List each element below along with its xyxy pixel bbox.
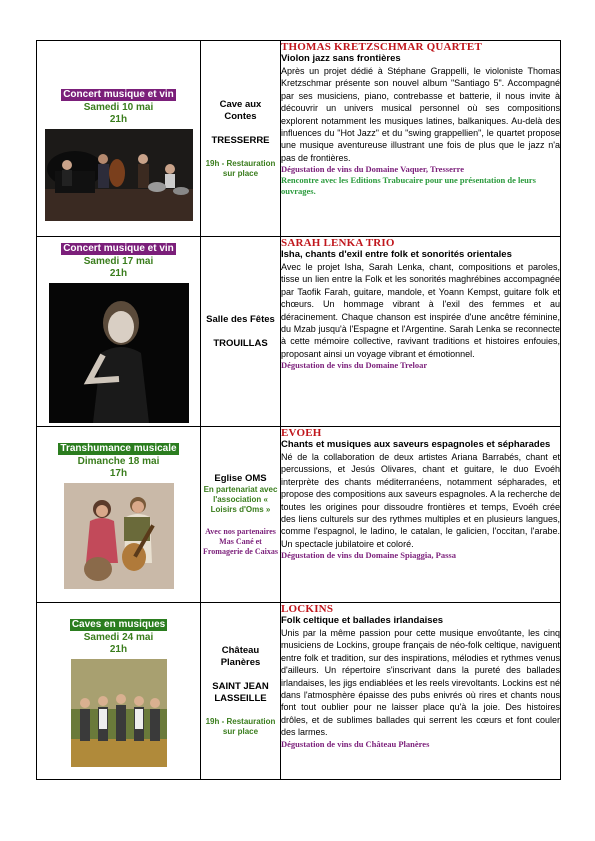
event-date: Samedi 24 mai [83, 631, 154, 643]
program-table [36, 40, 561, 780]
event-date: Samedi 10 mai [83, 102, 154, 113]
event-date-cell [37, 427, 201, 603]
event-date: Dimanche 18 mai [77, 456, 160, 467]
event-description-cell [281, 427, 561, 603]
event-row [37, 237, 561, 427]
event-subtitle: Isha, chants d'exil entre folk et sonorités orientales [281, 249, 512, 260]
meeting-note: Rencontre avec les Editions Trabucaire pour une présentation de leurs ouvrages. [281, 175, 536, 197]
event-badge: Caves en musiques [71, 618, 166, 630]
tasting-note: Dégustation de vins du Domaine Treloar [281, 360, 428, 371]
event-time: 21h [109, 268, 128, 279]
event-time: 21h [109, 643, 128, 655]
event-row [37, 41, 561, 237]
venue-town: TROUILLAS [213, 337, 268, 349]
event-text: Après un projet dédié à Stéphane Grappelli, le violoniste Thomas Kretzschmar présente son nouvel album "Santiago 5". Accompagné par ses musiciens, piano, contrebasse et batterie, il nous invite à découvrir un univers musical personnel où ses compositions explorent notamment les musiques latines, balkaniques. Au-delà des influences du "Hot Jazz" et du "swing grappellien", le quartet propose une musique aventureuse illustrant une fois de plus que le jazz n'a pas de frontières. [281, 66, 560, 163]
event-time: 17h [109, 468, 128, 479]
event-venue-cell [201, 237, 281, 427]
event-row [37, 427, 561, 603]
band-photo [45, 129, 193, 221]
event-text: Avec le projet Isha, Sarah Lenka, chant, compositions et paroles, tisse un lien entre la Folk et les sonorités maghrébines accompagnée par Taofik Farah, guitare, mandole, et Yoann Kempst, guitare folk et chœurs. Un hommage vibrant à l'exil des femmes et au déracinement. Chaque chanson est inspirée d'une ancêtre féminine, du Mzab jusqu'à l'Espagne et l'Argentine. Sarah Lenka se reconnecte à cette mémoire collective, ravivant traditions et histoires enfouies, proposant ainsi un voyage vibrant et émotionnel. [281, 262, 560, 359]
event-description-cell [281, 41, 561, 237]
partner-note: En partenariat avec l'association « Loisirs d'Oms » [203, 484, 278, 514]
event-subtitle: Violon jazz sans frontières [281, 53, 401, 64]
event-text: Né de la collaboration de deux artistes Ariana Barrabés, chant et percussions, et Jesús Olivares, chant et guitare, le duo Evoéh interprète des chants méditerranéens, notamment sépharades, et propose des compositions aux saveurs espagnoles. A la recherche de toutes les origines pour dissoudre frontières et temps, Evoéh crée des liens culturels sur des rythmes multiples et en plusieurs langues, comme l'espagnol, le ladino, le catalan, le galicien, l'occitan, l'arabe. Un spectacle jubilatoire et coloré. [281, 452, 560, 549]
band-photo [71, 659, 167, 767]
event-date: Samedi 17 mai [83, 256, 154, 267]
event-description-cell [281, 237, 561, 427]
band-name: LOCKINS [281, 603, 334, 615]
tasting-note: Dégustation de vins du Domaine Spiaggia, Passa [281, 550, 456, 561]
tasting-note: Dégustation de vins du Château Planères [281, 738, 430, 749]
band-name: EVOEH [281, 427, 322, 439]
event-subtitle: Chants et musiques aux saveurs espagnoles et sépharades [281, 439, 551, 450]
partners-note: Avec nos partenaires Mas Cané et Fromagerie de Caixas [203, 526, 278, 556]
band-name: SARAH LENKA TRIO [281, 237, 395, 249]
event-badge: Concert musique et vin [63, 89, 174, 100]
event-description-cell [281, 603, 561, 780]
event-subtitle: Folk celtique et ballades irlandaises [281, 615, 444, 626]
event-time: 21h [109, 114, 128, 125]
venue-name: Cave aux Contes [219, 98, 262, 122]
band-photo [49, 283, 189, 423]
event-venue-cell [201, 41, 281, 237]
venue-name: Eglise OMS [214, 472, 267, 484]
event-row [37, 603, 561, 780]
band-name: THOMAS KRETZSCHMAR QUARTET [281, 41, 483, 53]
event-badge: Transhumance musicale [60, 443, 177, 454]
venue-town: SAINT JEAN LASSEILLE [212, 681, 269, 704]
venue-extra: 19h - Restauration sur place [205, 717, 276, 736]
event-venue-cell [201, 427, 281, 603]
event-badge: Concert musique et vin [63, 243, 174, 254]
venue-extra: 19h - Restauration sur place [205, 158, 276, 178]
event-text: Unis par la même passion pour cette musique envoûtante, les cinq musiciens de Lockins, groupe français de néo-folk celtique, naviguent entre folk et tradition, sur des inspirations, mélodies et rythmes venus d'ailleurs. Un répertoire s'inscrivant dans la pureté des ballades irlandaises, les jigs endiablées et les reels virevoltants. Lockins est né dans l'atmosphère épaisse des pubs enivrés où rires et chants nous font tout oublier pour ne laisser place qu'à la joie. Des histoires drôles, et de sublimes ballades qui serrent les cœurs et font couler des larmes. [281, 628, 560, 738]
venue-name: Salle des Fêtes [206, 313, 275, 325]
event-date-cell [37, 237, 201, 427]
venue-town: TRESSERRE [211, 134, 270, 146]
event-venue-cell [201, 603, 281, 780]
event-date-cell [37, 603, 201, 780]
tasting-note: Dégustation de vins du Domaine Vaquer, Tresserre [281, 164, 465, 175]
venue-name: Château Planères [220, 645, 261, 668]
band-photo [64, 483, 174, 589]
event-date-cell [37, 41, 201, 237]
